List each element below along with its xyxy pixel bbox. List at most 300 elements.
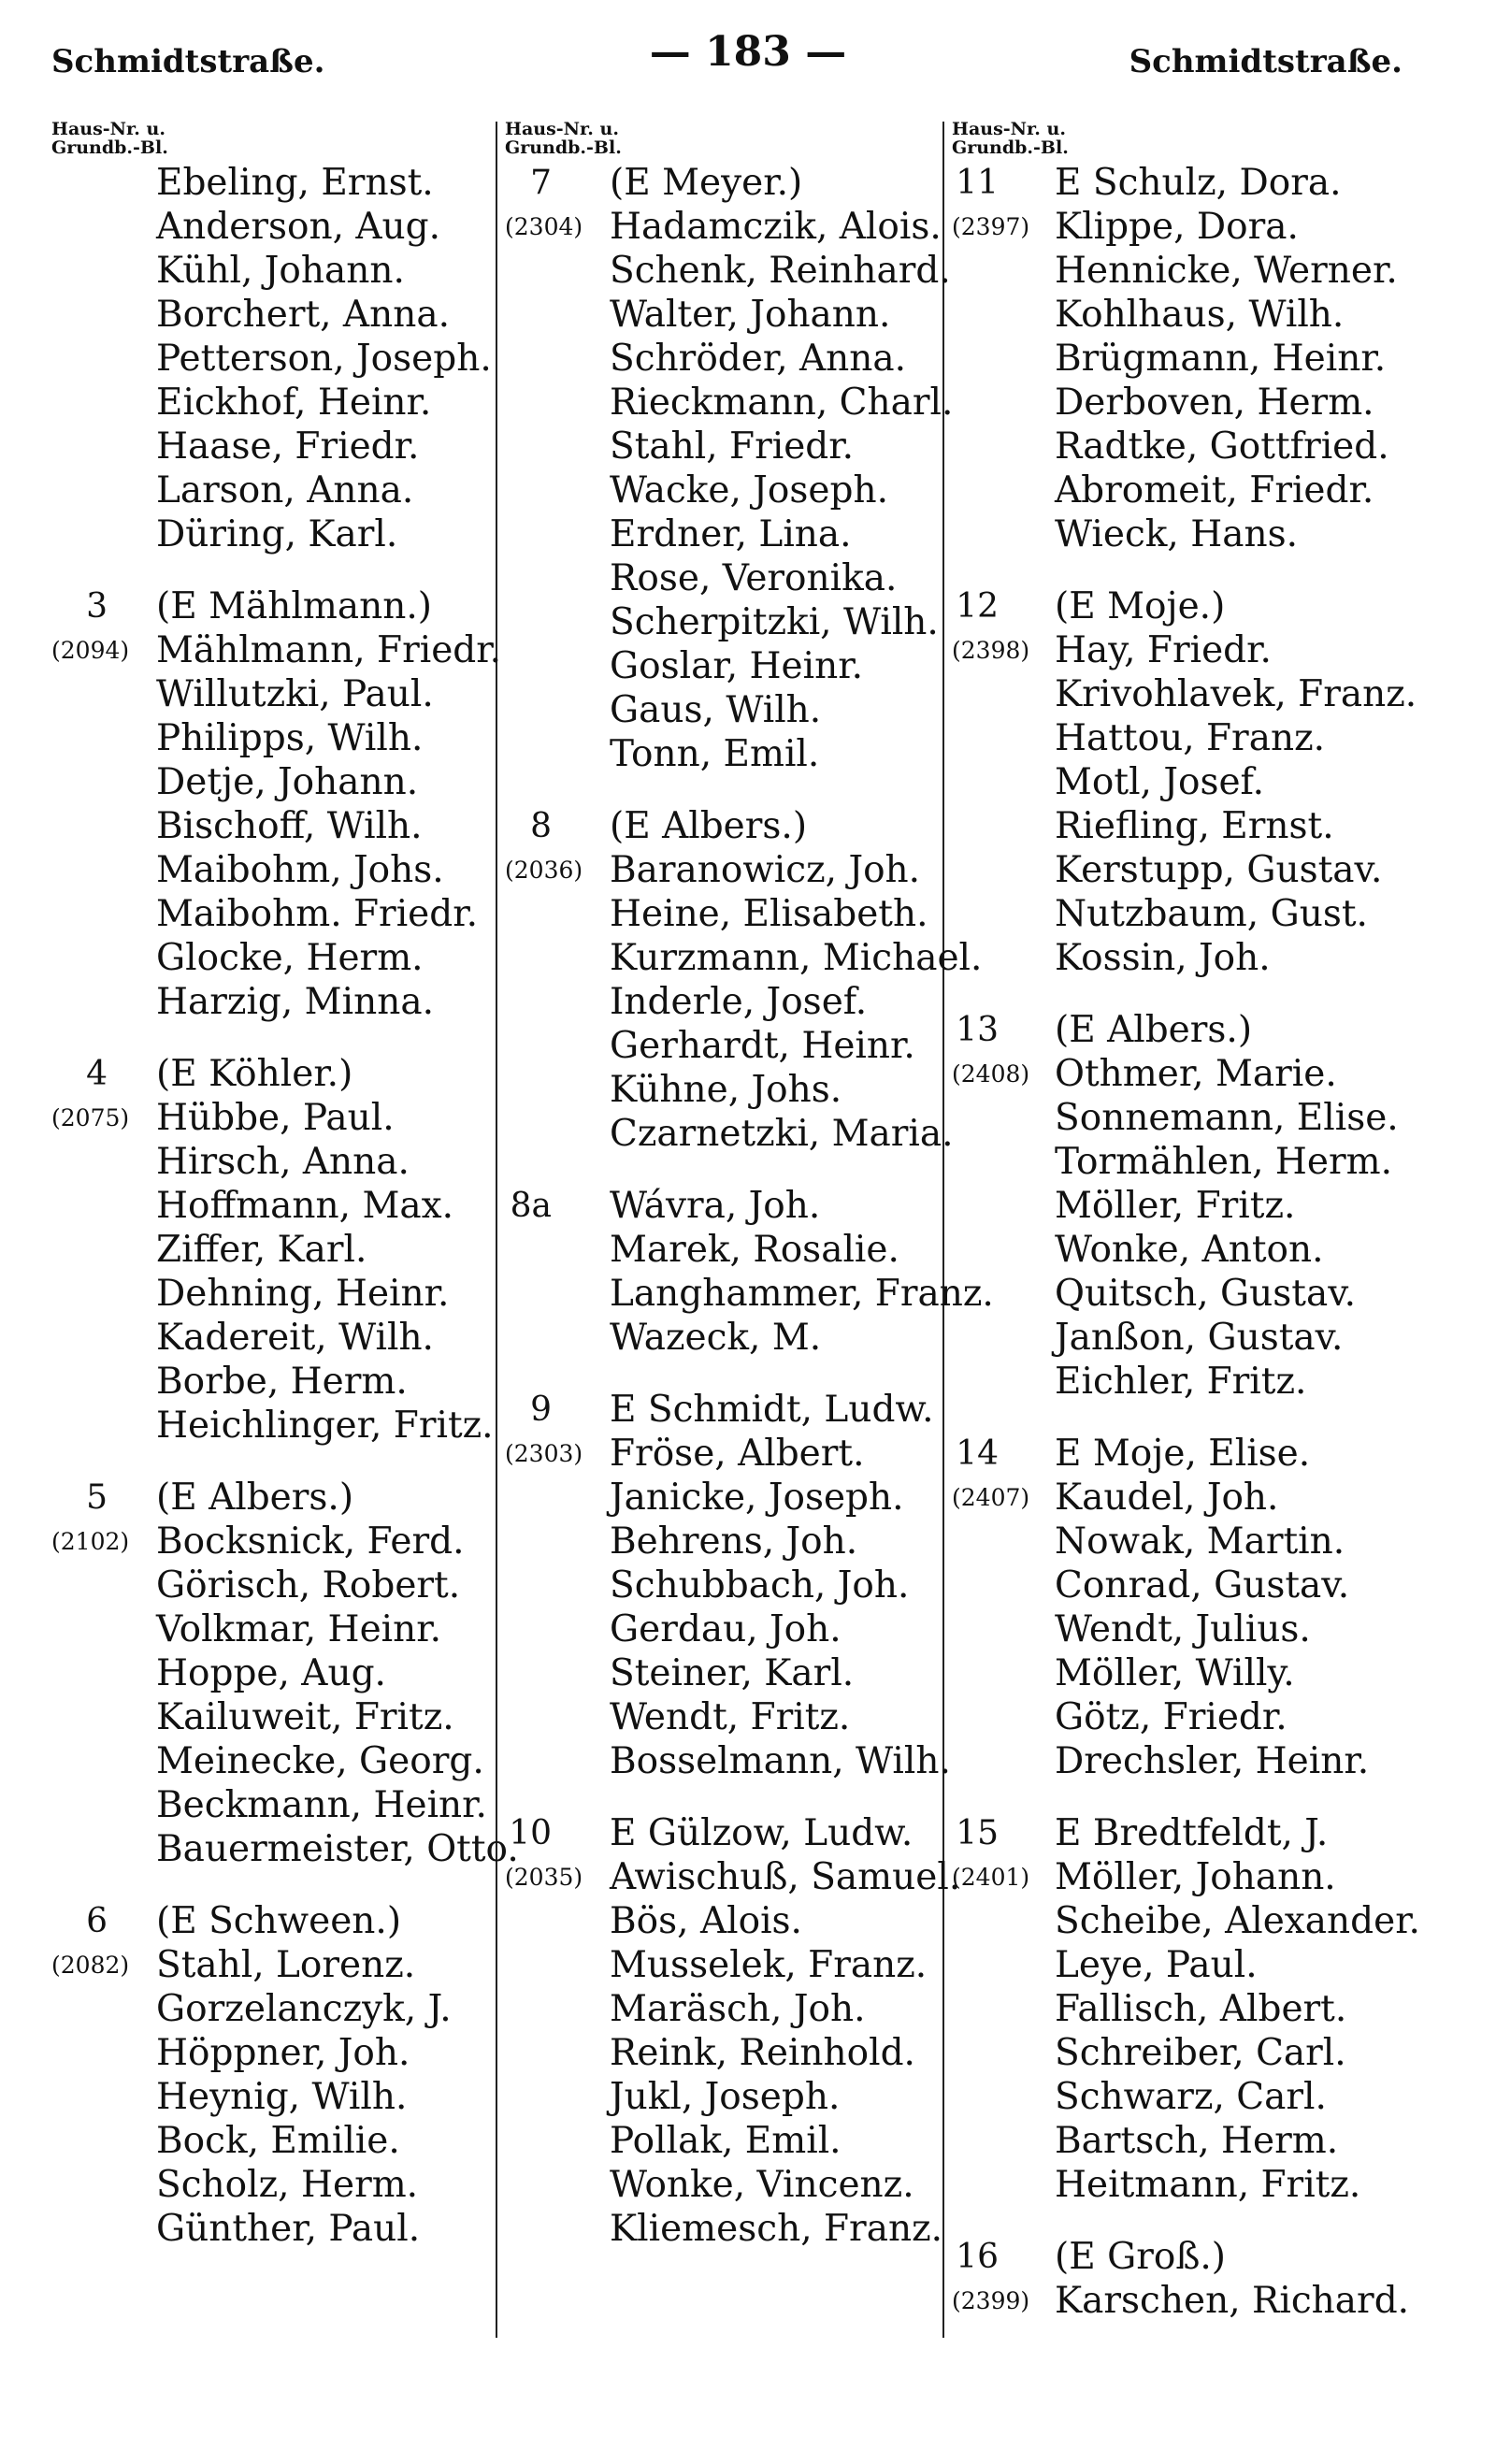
resident-name: Leye, Paul. (1055, 1944, 1258, 1986)
resident-line (952, 892, 1419, 936)
resident-line (505, 1432, 954, 1476)
grundbuch-number: (2399) (952, 2287, 1030, 2314)
resident-line (505, 1987, 954, 2031)
resident-name: Wávra, Joh. (610, 1185, 821, 1227)
resident-name: Ebeling, Ernst. (156, 162, 434, 204)
resident-name: Musselek, Franz. (610, 1944, 928, 1986)
resident-line (952, 848, 1419, 892)
resident-name: Heynig, Wilh. (156, 2076, 408, 2118)
resident-name: Walter, Johann. (610, 294, 891, 336)
owner-name: (E Mählmann.) (156, 585, 432, 627)
resident-line (952, 249, 1419, 293)
resident-line (51, 980, 491, 1024)
resident-line (51, 848, 491, 892)
resident-line (505, 1899, 954, 1943)
house-number: 8 (530, 807, 552, 845)
resident-name: Wendt, Julius. (1055, 1608, 1311, 1650)
resident-name: Awischuß, Samuel. (610, 1856, 961, 1898)
resident-line (51, 249, 491, 293)
resident-line (51, 936, 491, 980)
resident-name: Görisch, Robert. (156, 1564, 461, 1607)
resident-name: Baranowicz, Joh. (610, 849, 921, 891)
resident-line (952, 1695, 1419, 1739)
resident-name: Möller, Johann. (1055, 1856, 1336, 1898)
owner-name: (E Albers.) (610, 805, 808, 847)
resident-name: Rieckmann, Charl. (610, 382, 954, 424)
house-entry (51, 1899, 491, 2251)
resident-name: Quitsch, Gustav. (1055, 1273, 1357, 1315)
resident-name: Stahl, Lorenz. (156, 1944, 416, 1986)
resident-line (505, 1476, 954, 1520)
grundbuch-number: (2397) (952, 213, 1030, 240)
resident-line (952, 468, 1419, 512)
resident-name: Borchert, Anna. (156, 294, 450, 336)
house-owner-line (952, 1008, 1419, 1052)
resident-name: Wonke, Vincenz. (610, 2164, 914, 2206)
house-number: 13 (956, 1011, 999, 1049)
resident-line (952, 760, 1419, 804)
resident-line (952, 512, 1419, 556)
resident-line (952, 1228, 1419, 1272)
resident-line (952, 2163, 1419, 2207)
resident-line (952, 2031, 1419, 2075)
resident-line (51, 804, 491, 848)
resident-name: Reink, Reinhold. (610, 2032, 915, 2074)
resident-name: Bock, Emilie. (156, 2120, 400, 2162)
resident-name: Eickhof, Heinr. (156, 382, 432, 424)
resident-name: Gerhardt, Heinr. (610, 1025, 915, 1067)
resident-name: Maräsch, Joh. (610, 1988, 866, 2030)
resident-line (505, 1024, 954, 1068)
resident-line (952, 1563, 1419, 1607)
resident-line (51, 1404, 494, 1448)
resident-name: Petterson, Joseph. (156, 338, 492, 380)
resident-line (51, 1096, 491, 1140)
resident-name: Detje, Johann. (156, 761, 419, 803)
resident-name: Nowak, Martin. (1055, 1520, 1345, 1563)
resident-line (952, 1899, 1419, 1943)
resident-name: Höppner, Joh. (156, 2032, 410, 2074)
resident-line (505, 1228, 954, 1272)
owner-name: E Bredtfeldt, J. (1055, 1812, 1329, 1854)
owner-name: E Schmidt, Ludw. (610, 1389, 934, 1431)
house-owner-line (505, 161, 954, 205)
house-entry (51, 161, 491, 556)
resident-name: Volkmar, Heinr. (156, 1608, 441, 1650)
resident-line (952, 205, 1419, 249)
resident-line (51, 1316, 491, 1360)
resident-line (51, 1140, 491, 1184)
resident-name: Larson, Anna. (156, 469, 414, 512)
resident-name: Hübbe, Paul. (156, 1097, 395, 1139)
resident-line (51, 1695, 491, 1739)
resident-name: Rose, Veronika. (610, 557, 898, 599)
resident-line (505, 1563, 954, 1607)
resident-name: Karschen, Richard. (1055, 2280, 1410, 2322)
house-owner-line (505, 1388, 954, 1432)
resident-name: Meinecke, Georg. (156, 1740, 484, 1782)
resident-name: Haase, Friedr. (156, 425, 420, 468)
resident-line (952, 1052, 1419, 1096)
resident-line (952, 1607, 1419, 1651)
resident-line (952, 293, 1419, 337)
resident-line (952, 1520, 1419, 1563)
resident-name: Krivohlavek, Franz. (1055, 673, 1417, 715)
resident-line (51, 1651, 491, 1695)
resident-line (952, 1316, 1419, 1360)
resident-name: Hadamczik, Alois. (610, 206, 942, 248)
resident-line (51, 628, 502, 672)
resident-line (505, 1316, 954, 1360)
column-head: Haus-Nr. u. Grundb.-Bl. (952, 119, 1069, 158)
resident-name: Goslar, Heinr. (610, 645, 863, 687)
house-owner-line (952, 2235, 1419, 2279)
resident-line (505, 468, 954, 512)
resident-line (952, 936, 1419, 980)
resident-name: Janicke, Joseph. (610, 1477, 904, 1519)
resident-line (51, 1739, 491, 1783)
column-3 (952, 120, 1419, 2323)
resident-line (505, 337, 954, 381)
resident-name: Maibohm, Johs. (156, 849, 444, 891)
house-number: 5 (86, 1478, 108, 1517)
resident-line (952, 1739, 1419, 1783)
house-number: 4 (86, 1055, 108, 1093)
resident-name: Möller, Willy. (1055, 1652, 1295, 1694)
house-owner-line (952, 1432, 1419, 1476)
grundbuch-number: (2304) (505, 213, 583, 240)
resident-name: Heine, Elisabeth. (610, 893, 928, 935)
resident-name: Erdner, Lina. (610, 513, 852, 555)
owner-name: (E Schween.) (156, 1900, 402, 1942)
resident-name: Hennicke, Werner. (1055, 250, 1398, 292)
resident-line (952, 1651, 1419, 1695)
resident-name: Kohlhaus, Wilh. (1055, 294, 1345, 336)
grundbuch-number: (2075) (51, 1104, 130, 1131)
resident-line (505, 848, 954, 892)
resident-line (51, 1184, 491, 1228)
resident-name: Kühne, Johs. (610, 1069, 842, 1111)
house-entry (952, 1008, 1419, 1404)
resident-name: Kadereit, Wilh. (156, 1317, 434, 1359)
owner-name: (E Meyer.) (610, 162, 803, 204)
resident-name: Derboven, Herm. (1055, 382, 1374, 424)
resident-name: Stahl, Friedr. (610, 425, 855, 468)
resident-name: Kurzmann, Michael. (610, 937, 983, 979)
resident-name: Ziffer, Karl. (156, 1229, 367, 1271)
resident-name: Hirsch, Anna. (156, 1141, 410, 1183)
resident-line (952, 2279, 1419, 2323)
owner-name: E Schulz, Dora. (1055, 162, 1342, 204)
resident-name: Tormählen, Herm. (1055, 1141, 1393, 1183)
resident-name: Wacke, Joseph. (610, 469, 888, 512)
running-head-left: Schmidtstraße. (51, 43, 325, 80)
resident-name: Riefling, Ernst. (1055, 805, 1334, 847)
resident-line (505, 892, 954, 936)
resident-line (505, 936, 983, 980)
grundbuch-number: (2082) (51, 1952, 130, 1979)
resident-line (505, 2163, 954, 2207)
resident-line (505, 688, 954, 732)
resident-name: Kaudel, Joh. (1055, 1477, 1279, 1519)
resident-line (505, 2031, 954, 2075)
house-number: 6 (86, 1902, 108, 1940)
house-owner-line (952, 584, 1419, 628)
resident-line (51, 425, 491, 468)
resident-name: Möller, Fritz. (1055, 1185, 1296, 1227)
resident-name: Othmer, Marie. (1055, 1053, 1337, 1095)
resident-line (51, 672, 491, 716)
page-header (0, 28, 1496, 80)
house-owner-line (952, 161, 1419, 205)
resident-name: Gaus, Wilh. (610, 689, 822, 731)
resident-name: Hoffmann, Max. (156, 1185, 454, 1227)
grundbuch-number: (2401) (952, 1864, 1030, 1891)
resident-line (952, 804, 1419, 848)
resident-name: Motl, Josef. (1055, 761, 1265, 803)
resident-name: Czarnetzki, Maria. (610, 1113, 954, 1155)
resident-line (51, 892, 491, 936)
running-head-right: Schmidtstraße. (1129, 43, 1402, 80)
house-number: 8a (510, 1187, 552, 1225)
column-1 (51, 119, 519, 2251)
resident-name: Kliemesch, Franz. (610, 2208, 943, 2250)
house-entry (505, 1811, 961, 2251)
resident-line (952, 1140, 1419, 1184)
resident-name: Götz, Friedr. (1055, 1696, 1287, 1738)
grundbuch-number: (2408) (952, 1060, 1030, 1088)
resident-name: Tonn, Emil. (610, 733, 820, 775)
resident-line (51, 381, 491, 425)
resident-name: Hay, Friedr. (1055, 629, 1272, 671)
column-head: Haus-Nr. u. Grundb.-Bl. (505, 119, 622, 158)
resident-name: Inderle, Josef. (610, 981, 868, 1023)
resident-line (505, 381, 954, 425)
resident-line (51, 1783, 491, 1827)
resident-line (952, 2075, 1419, 2119)
resident-line (505, 1651, 954, 1695)
resident-line (51, 2207, 491, 2251)
resident-line (51, 468, 491, 512)
resident-line (505, 1520, 954, 1563)
resident-name: Langhammer, Franz. (610, 1273, 994, 1315)
resident-line (51, 2031, 491, 2075)
owner-name: E Gülzow, Ludw. (610, 1812, 913, 1854)
resident-name: Scholz, Herm. (156, 2164, 419, 2206)
resident-line (505, 1943, 954, 1987)
house-number: 3 (86, 587, 108, 626)
grundbuch-number: (2303) (505, 1440, 583, 1467)
house-number: 15 (956, 1814, 999, 1852)
resident-line (51, 512, 491, 556)
resident-line (51, 760, 491, 804)
resident-line (51, 1607, 491, 1651)
owner-name: (E Groß.) (1055, 2236, 1227, 2278)
resident-name: Kossin, Joh. (1055, 937, 1271, 979)
resident-line (952, 1272, 1419, 1316)
page-number: — 183 — (649, 28, 847, 76)
resident-name: Radtke, Gottfried. (1055, 425, 1389, 468)
resident-line (505, 512, 954, 556)
column-head: Haus-Nr. u. Grundb.-Bl. (51, 119, 168, 158)
resident-name: Beckmann, Heinr. (156, 1784, 487, 1826)
resident-name: Bauermeister, Otto. (156, 1828, 519, 1870)
resident-name: Wieck, Hans. (1055, 513, 1299, 555)
grundbuch-number: (2035) (505, 1864, 583, 1891)
resident-line (952, 337, 1419, 381)
resident-line (51, 1272, 491, 1316)
resident-name: Drechsler, Heinr. (1055, 1740, 1370, 1782)
resident-line (505, 1739, 954, 1783)
resident-line (505, 644, 954, 688)
owner-name: (E Albers.) (156, 1477, 354, 1519)
resident-line (505, 556, 954, 600)
resident-name: Wendt, Fritz. (610, 1696, 851, 1738)
house-entry (505, 1388, 954, 1783)
owner-name: (E Moje.) (1055, 585, 1226, 627)
resident-line (505, 205, 954, 249)
resident-name: Marek, Rosalie. (610, 1229, 899, 1271)
resident-name: Bös, Alois. (610, 1900, 802, 1942)
resident-name: Brügmann, Heinr. (1055, 338, 1387, 380)
resident-line (51, 2075, 491, 2119)
resident-line (51, 1228, 491, 1272)
house-owner-line (505, 1811, 954, 1855)
resident-name: Kailuweit, Fritz. (156, 1696, 454, 1738)
resident-name: Behrens, Joh. (610, 1520, 858, 1563)
resident-name: Fallisch, Albert. (1055, 1988, 1347, 2030)
house-number: 14 (956, 1434, 999, 1473)
resident-name: Bosselmann, Wilh. (610, 1740, 951, 1782)
resident-line (51, 1563, 491, 1607)
resident-line (51, 1360, 491, 1404)
resident-line (51, 2163, 491, 2207)
house-entry (505, 1184, 994, 1360)
house-entry (952, 1432, 1419, 1783)
owner-name: (E Albers.) (1055, 1009, 1253, 1051)
column-rule (496, 122, 497, 2338)
resident-line (505, 1607, 954, 1651)
house-entry (952, 161, 1419, 556)
resident-name: Abromeit, Friedr. (1055, 469, 1374, 512)
resident-line (952, 381, 1419, 425)
grundbuch-number: (2407) (952, 1484, 1030, 1511)
house-owner-line (51, 1476, 491, 1520)
house-entry (505, 161, 954, 776)
resident-name: Fröse, Albert. (610, 1433, 865, 1475)
resident-line (505, 1112, 954, 1156)
resident-line (51, 1520, 491, 1563)
resident-line (505, 1184, 954, 1228)
house-number: 11 (956, 164, 999, 202)
resident-line (505, 425, 954, 468)
resident-name: Wazeck, M. (610, 1317, 822, 1359)
resident-name: Gerdau, Joh. (610, 1608, 842, 1650)
resident-name: Jukl, Joseph. (610, 2076, 841, 2118)
house-owner-line (51, 584, 491, 628)
resident-name: Scheibe, Alexander. (1055, 1900, 1420, 1942)
resident-name: Willutzki, Paul. (156, 673, 434, 715)
resident-line (51, 337, 491, 381)
resident-line (505, 2119, 954, 2163)
resident-name: Steiner, Karl. (610, 1652, 855, 1694)
resident-line (505, 1695, 954, 1739)
resident-line (51, 1943, 491, 1987)
resident-name: Heitmann, Fritz. (1055, 2164, 1361, 2206)
resident-line (952, 1096, 1419, 1140)
resident-name: Bischoff, Wilh. (156, 805, 423, 847)
house-owner-line (952, 1811, 1419, 1855)
resident-name: Bartsch, Herm. (1055, 2120, 1339, 2162)
resident-name: Sonnemann, Elise. (1055, 1097, 1399, 1139)
house-number: 9 (530, 1391, 552, 1429)
resident-line (505, 1855, 961, 1899)
house-number: 12 (956, 587, 999, 626)
resident-name: Heichlinger, Fritz. (156, 1405, 494, 1447)
grundbuch-number: (2094) (51, 637, 130, 664)
resident-name: Philipps, Wilh. (156, 717, 424, 759)
resident-name: Kühl, Johann. (156, 250, 405, 292)
resident-line (505, 293, 954, 337)
house-number: 7 (530, 164, 552, 202)
resident-name: Glocke, Herm. (156, 937, 424, 979)
resident-line (505, 249, 954, 293)
resident-line (505, 600, 954, 644)
resident-name: Mählmann, Friedr. (156, 629, 502, 671)
resident-line (952, 1943, 1419, 1987)
resident-name: Borbe, Herm. (156, 1361, 408, 1403)
resident-line (505, 980, 954, 1024)
resident-line (952, 1360, 1419, 1404)
resident-name: Scherpitzki, Wilh. (610, 601, 939, 643)
resident-name: Eichler, Fritz. (1055, 1361, 1307, 1403)
resident-line (952, 672, 1419, 716)
house-entry (51, 1052, 494, 1448)
grundbuch-number: (2102) (51, 1528, 130, 1555)
resident-line (51, 161, 491, 205)
resident-line (505, 2207, 954, 2251)
resident-line (505, 1272, 994, 1316)
house-entry (952, 1811, 1419, 2207)
resident-line (952, 425, 1419, 468)
house-entry (51, 1476, 519, 1871)
house-owner-line (505, 804, 954, 848)
owner-name: E Moje, Elise. (1055, 1433, 1311, 1475)
resident-name: Wonke, Anton. (1055, 1229, 1324, 1271)
resident-name: Bocksnick, Ferd. (156, 1520, 465, 1563)
house-number: 16 (956, 2238, 999, 2276)
resident-name: Düring, Karl. (156, 513, 398, 555)
resident-name: Pollak, Emil. (610, 2120, 842, 2162)
owner-name: (E Köhler.) (156, 1053, 353, 1095)
resident-name: Janßon, Gustav. (1055, 1317, 1344, 1359)
resident-name: Schwarz, Carl. (1055, 2076, 1327, 2118)
resident-line (51, 716, 491, 760)
resident-name: Hattou, Franz. (1055, 717, 1326, 759)
house-entry (952, 2235, 1419, 2323)
resident-name: Schreiber, Carl. (1055, 2032, 1346, 2074)
resident-line (952, 628, 1419, 672)
resident-name: Kerstupp, Gustav. (1055, 849, 1383, 891)
resident-line (952, 2119, 1419, 2163)
resident-line (505, 1068, 954, 1112)
resident-name: Harzig, Minna. (156, 981, 434, 1023)
resident-line (51, 1827, 519, 1871)
resident-name: Schubbach, Joh. (610, 1564, 910, 1607)
resident-name: Nutzbaum, Gust. (1055, 893, 1368, 935)
resident-line (505, 2075, 954, 2119)
resident-line (505, 732, 954, 776)
